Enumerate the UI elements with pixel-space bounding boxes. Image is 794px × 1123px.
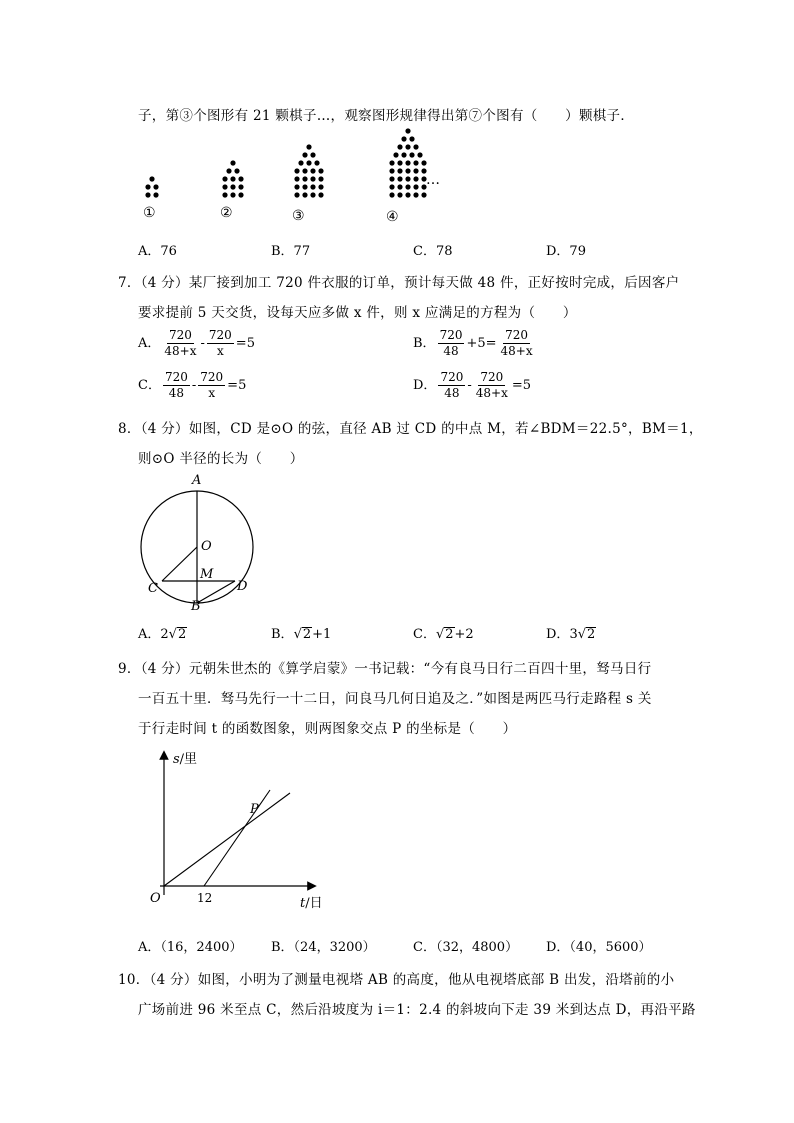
dot	[413, 192, 418, 197]
dot	[409, 152, 414, 157]
dot	[230, 192, 235, 197]
dot	[389, 160, 394, 165]
q9-option-a[interactable]: A．（16，2400）	[138, 940, 243, 955]
dot	[306, 160, 311, 165]
dot	[401, 136, 406, 141]
dot	[413, 176, 418, 181]
dot	[153, 192, 158, 197]
dot	[294, 192, 299, 197]
q7-text-line1: 7．（4 分）某厂接到加工 720 件衣服的订单，预计每天做 48 件，正好按时完成，后因客户	[118, 275, 680, 291]
q6-fig-label-1: ①	[143, 205, 156, 221]
dot	[405, 160, 410, 165]
q10-text-line1: 10．（4 分）如图，小明为了测量电视塔 AB 的高度，他从电视塔底部 B 出发，沿塔前的小	[118, 972, 675, 988]
q8-text-line1: 8．（4 分）如图，CD 是⊙O 的弦，直径 AB 过 CD 的中点 M，若∠BDM＝22.5°，BM＝1，	[118, 421, 703, 437]
dot	[222, 184, 227, 189]
dot-figure-3	[294, 144, 323, 197]
dot	[318, 176, 323, 181]
dot	[318, 168, 323, 173]
dot	[294, 184, 299, 189]
dot	[413, 184, 418, 189]
label-o: O	[201, 539, 212, 554]
q8-option-d[interactable]: D．3√2	[546, 627, 596, 642]
dot	[145, 192, 150, 197]
q9-option-b[interactable]: B．（24，3200）	[271, 940, 376, 955]
q7-option-c[interactable]: C． $\frac{720}{48}$ - $\frac{720}{x}$ =5	[138, 370, 247, 400]
segment-oc	[162, 547, 197, 581]
dot-figure-4	[389, 128, 426, 197]
q6-option-c[interactable]: C．78	[413, 244, 453, 259]
dot	[318, 184, 323, 189]
origin-label: O	[150, 891, 161, 906]
dot	[306, 144, 311, 149]
dot	[405, 168, 410, 173]
q6-fig-label-2: ②	[220, 205, 233, 221]
dot	[310, 168, 315, 173]
dot	[397, 184, 402, 189]
q6-option-a[interactable]: A．76	[138, 244, 177, 259]
x-axis-label: t/日	[300, 896, 323, 910]
dot	[310, 152, 315, 157]
dot	[226, 168, 231, 173]
q9-text-line3: 于行走时间 t 的函数图象，则两图象交点 P 的坐标是（ ）	[138, 721, 517, 737]
dot-figure-1	[145, 176, 158, 197]
q7-option-b[interactable]: B． $\frac{720}{48}$ +5= $\frac{720}{48+x}$	[413, 328, 533, 358]
label-m: M	[200, 567, 214, 582]
dot	[389, 184, 394, 189]
dot	[310, 184, 315, 189]
label-d: D	[237, 579, 248, 594]
dot	[405, 192, 410, 197]
y-axis-unit: /里	[179, 752, 198, 767]
q7-option-a[interactable]: A． $\frac{720}{48+x}$ - $\frac{720}{x}$ =5	[138, 328, 255, 358]
tick-12: 12	[197, 891, 213, 905]
q6-text: 子，第③个图形有 21 颗棋子…，观察图形规律得出第⑦个图有（ ）颗棋子．	[138, 108, 635, 124]
dot	[389, 192, 394, 197]
dot	[230, 160, 235, 165]
q7-option-d[interactable]: D． $\frac{720}{48}$ - $\frac{720}{48+x}$ =5	[413, 370, 532, 400]
dot	[238, 184, 243, 189]
dot-figure-2	[222, 160, 243, 197]
q8-text-line2: 则⊙O 半径的长为（ ）	[138, 451, 304, 467]
dot	[222, 192, 227, 197]
dot	[298, 160, 303, 165]
dot	[310, 176, 315, 181]
dot	[401, 152, 406, 157]
dot	[314, 160, 319, 165]
q6-option-b[interactable]: B．77	[271, 244, 311, 259]
dot	[318, 192, 323, 197]
point-p-label: P	[250, 802, 259, 817]
dot	[397, 192, 402, 197]
dot	[397, 176, 402, 181]
dot	[230, 176, 235, 181]
dot	[405, 184, 410, 189]
q6-fig-label-4: ④	[386, 209, 399, 225]
dot	[302, 192, 307, 197]
dot	[397, 168, 402, 173]
label-b: B	[191, 599, 201, 614]
dot	[397, 160, 402, 165]
dot	[413, 160, 418, 165]
dot	[405, 176, 410, 181]
dot	[421, 192, 426, 197]
dot	[302, 176, 307, 181]
q9-text-line1: 9．（4 分）元朝朱世杰的《算学启蒙》一书记载：“今有良马日行二百四十里，驽马日行	[118, 661, 652, 677]
q8-option-c[interactable]: C．√2+2	[413, 627, 474, 642]
slow-horse-line	[204, 790, 270, 886]
q9-option-d[interactable]: D．（40，5600）	[546, 940, 652, 955]
dot	[294, 168, 299, 173]
dot	[238, 176, 243, 181]
q10-text-line2: 广场前进 96 米至点 C，然后沿坡度为 i＝1：2.4 的斜坡向下走 39 米到达点 D，再沿平路	[138, 1002, 696, 1018]
dot	[413, 144, 418, 149]
good-horse-line	[164, 793, 290, 886]
q6-fig-label-3: ③	[292, 208, 305, 224]
q6-ellipsis: …	[426, 172, 440, 188]
dot	[421, 160, 426, 165]
q8-option-b[interactable]: B．√2+1	[271, 627, 332, 642]
dot	[405, 128, 410, 133]
dot	[222, 176, 227, 181]
dot	[389, 168, 394, 173]
dot	[405, 144, 410, 149]
q9-option-c[interactable]: C．（32，4800）	[413, 940, 519, 955]
dot	[393, 152, 398, 157]
y-axis-label: s/里	[173, 752, 198, 767]
label-a: A	[192, 473, 202, 488]
q8-option-a[interactable]: A．2√2	[138, 627, 187, 642]
dot	[234, 168, 239, 173]
dot	[409, 136, 414, 141]
q9-text-line2: 一百五十里．驽马先行一十二日，问良马几何日追及之．”如图是两匹马行走路程 s 关	[138, 691, 652, 707]
dot	[302, 184, 307, 189]
dot	[302, 152, 307, 157]
q8-circle-figure	[135, 470, 265, 615]
dot	[397, 144, 402, 149]
dot	[310, 192, 315, 197]
dot	[302, 168, 307, 173]
dot	[294, 176, 299, 181]
dot	[417, 152, 422, 157]
q9-graph	[140, 745, 340, 910]
dot	[230, 184, 235, 189]
dot	[149, 176, 154, 181]
dot	[145, 184, 150, 189]
dot	[238, 192, 243, 197]
dot	[389, 176, 394, 181]
dot	[153, 184, 158, 189]
dot	[413, 168, 418, 173]
q6-option-d[interactable]: D．79	[546, 244, 586, 259]
label-c: C	[148, 581, 158, 596]
q7-text-line2: 要求提前 5 天交货，设每天应多做 x 件，则 x 应满足的方程为（ ）	[138, 305, 577, 321]
